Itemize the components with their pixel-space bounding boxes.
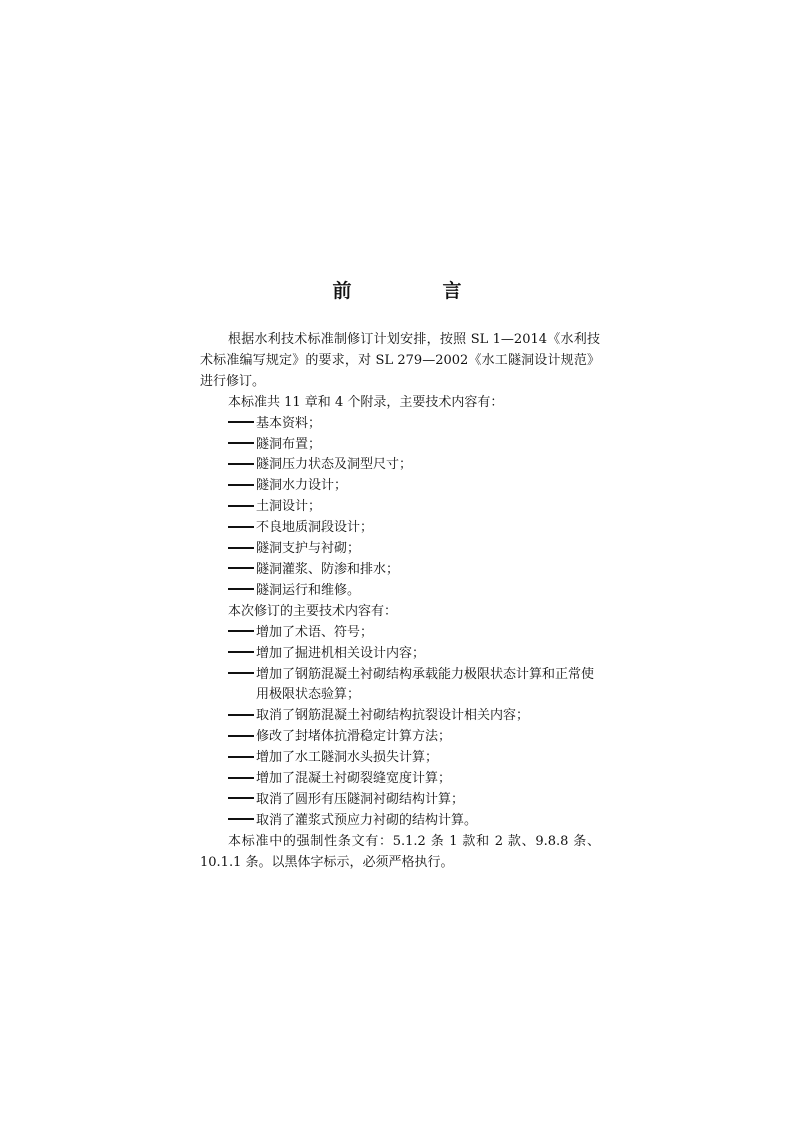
dash-mark <box>228 818 254 820</box>
list-item: 增加了掘进机相关设计内容； <box>200 644 600 665</box>
list-item: 不良地质洞段设计； <box>200 518 600 539</box>
list-item: 增加了钢筋混凝土衬砌结构承载能力极限状态计算和正常使用极限状态验算； <box>200 665 600 707</box>
list-item: 增加了混凝土衬砌裂缝宽度计算； <box>200 769 600 790</box>
list-item: 隧洞灌浆、防渗和排水； <box>200 560 600 581</box>
main-content-list <box>200 414 600 602</box>
list-item: 增加了术语、符号； <box>200 623 600 644</box>
list-item: 基本资料； <box>200 414 600 435</box>
list-item: 土洞设计； <box>200 497 600 518</box>
list-item: 修改了封堵体抗滑稳定计算方法； <box>200 727 600 748</box>
list-item: 取消了灌浆式预应力衬砌的结构计算。 <box>200 811 600 832</box>
dash-mark <box>228 567 254 569</box>
dash-mark <box>228 672 254 674</box>
page-title: 前 言 <box>332 280 498 302</box>
dash-mark <box>228 588 254 590</box>
dash-mark <box>228 797 254 799</box>
revision-intro: 本次修订的主要技术内容有： <box>228 603 398 619</box>
list-item: 增加了水工隧洞水头损失计算； <box>200 748 600 769</box>
list-item: 隧洞运行和维修。 <box>200 581 600 602</box>
list-item: 取消了钢筋混凝土衬砌结构抗裂设计相关内容； <box>200 706 600 727</box>
intro-paragraph: 根据水利技术标准制修订计划安排，按照 SL 1—2014《水利技术标准编写规定》的要求，对 SL 279—2002《水工隧洞设计规范》进行修订。 <box>200 332 600 389</box>
dash-mark <box>228 442 254 444</box>
dash-mark <box>228 651 254 653</box>
dash-mark <box>228 547 254 549</box>
dash-mark <box>228 526 254 528</box>
revision-list <box>200 623 600 832</box>
dash-mark <box>228 756 254 758</box>
mandatory-clauses-paragraph: 本标准中的强制性条文有：5.1.2 条 1 款和 2 款、9.8.8 条、10.1.1 条。以黑体字标示，必须严格执行。 <box>200 833 600 870</box>
dash-mark <box>228 777 254 779</box>
dash-mark <box>228 421 254 423</box>
preface-body <box>200 330 600 874</box>
dash-mark <box>228 505 254 507</box>
dash-mark <box>228 630 254 632</box>
list-item: 取消了圆形有压隧洞衬砌结构计算； <box>200 790 600 811</box>
list-item: 隧洞压力状态及洞型尺寸； <box>200 455 600 476</box>
dash-mark <box>228 484 254 486</box>
dash-mark <box>228 735 254 737</box>
list-item: 隧洞水力设计； <box>200 476 600 497</box>
list-item: 隧洞支护与衬砌； <box>200 539 600 560</box>
content-summary-intro: 本标准共 11 章和 4 个附录，主要技术内容有： <box>228 394 504 410</box>
dash-mark <box>228 714 254 716</box>
list-item: 隧洞布置； <box>200 435 600 456</box>
dash-mark <box>228 463 254 465</box>
